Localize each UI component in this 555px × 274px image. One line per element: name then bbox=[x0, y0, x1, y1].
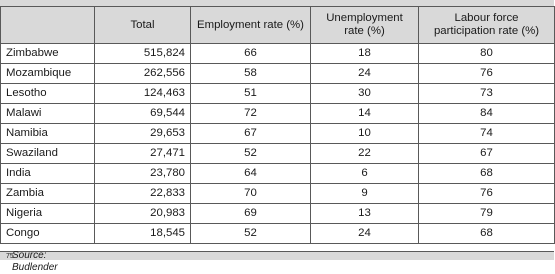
table-row bbox=[1, 144, 555, 164]
cell-total: 18,545 bbox=[95, 224, 191, 244]
cell-country: Lesotho bbox=[1, 84, 95, 104]
cell-unemployment-rate: 22 bbox=[311, 144, 419, 164]
cell-total: 20,983 bbox=[95, 204, 191, 224]
cell-employment-rate: 66 bbox=[191, 44, 311, 64]
cell-country: Malawi bbox=[1, 104, 95, 124]
cell-employment-rate: 72 bbox=[191, 104, 311, 124]
cell-unemployment-rate: 9 bbox=[311, 184, 419, 204]
cell-total: 69,544 bbox=[95, 104, 191, 124]
cell-employment-rate: 51 bbox=[191, 84, 311, 104]
cell-participation-rate: 73 bbox=[419, 84, 555, 104]
cell-country: Congo bbox=[1, 224, 95, 244]
cell-participation-rate: 84 bbox=[419, 104, 555, 124]
source-note bbox=[0, 250, 554, 273]
header-participation-rate: Labour force participation rate (%) bbox=[419, 7, 555, 44]
cell-participation-rate: 68 bbox=[419, 164, 555, 184]
cell-unemployment-rate: 18 bbox=[311, 44, 419, 64]
cell-employment-rate: 67 bbox=[191, 124, 311, 144]
cell-unemployment-rate: 30 bbox=[311, 84, 419, 104]
cell-employment-rate: 70 bbox=[191, 184, 311, 204]
table-row bbox=[1, 184, 555, 204]
cell-country: Namibia bbox=[1, 124, 95, 144]
cell-total: 29,653 bbox=[95, 124, 191, 144]
table-row bbox=[1, 44, 555, 64]
table-row bbox=[1, 164, 555, 184]
cell-participation-rate: 68 bbox=[419, 224, 555, 244]
cell-participation-rate: 74 bbox=[419, 124, 555, 144]
cell-country: Zambia bbox=[1, 184, 95, 204]
footnote-reference: 75 bbox=[6, 253, 14, 260]
cell-employment-rate: 69 bbox=[191, 204, 311, 224]
table-row bbox=[1, 204, 555, 224]
cell-unemployment-rate: 24 bbox=[311, 64, 419, 84]
cell-employment-rate: 52 bbox=[191, 224, 311, 244]
cell-total: 27,471 bbox=[95, 144, 191, 164]
cell-participation-rate: 76 bbox=[419, 64, 555, 84]
table-row bbox=[1, 64, 555, 84]
table-row bbox=[1, 104, 555, 124]
cell-total: 124,463 bbox=[95, 84, 191, 104]
cell-unemployment-rate: 10 bbox=[311, 124, 419, 144]
cell-total: 23,780 bbox=[95, 164, 191, 184]
cell-unemployment-rate: 6 bbox=[311, 164, 419, 184]
cell-total: 515,824 bbox=[95, 44, 191, 64]
header-unemployment-rate: Unemployment rate (%) bbox=[311, 7, 419, 44]
source-citation bbox=[6, 250, 58, 273]
table-body bbox=[1, 44, 555, 244]
table-row bbox=[1, 84, 555, 104]
migrant-labour-table bbox=[0, 6, 555, 244]
cell-country: Zimbabwe bbox=[1, 44, 95, 64]
table-row bbox=[1, 224, 555, 244]
cell-total: 262,556 bbox=[95, 64, 191, 84]
source-label: Source: Budlender bbox=[12, 250, 58, 273]
cell-country: Swaziland bbox=[1, 144, 95, 164]
cell-unemployment-rate: 13 bbox=[311, 204, 419, 224]
cell-employment-rate: 52 bbox=[191, 144, 311, 164]
header-total: Total bbox=[95, 7, 191, 44]
header-employment-rate: Employment rate (%) bbox=[191, 7, 311, 44]
cell-participation-rate: 67 bbox=[419, 144, 555, 164]
cell-country: Nigeria bbox=[1, 204, 95, 224]
cell-employment-rate: 58 bbox=[191, 64, 311, 84]
header-country bbox=[1, 7, 95, 44]
cell-unemployment-rate: 14 bbox=[311, 104, 419, 124]
cell-unemployment-rate: 24 bbox=[311, 224, 419, 244]
table-row bbox=[1, 124, 555, 144]
cell-country: India bbox=[1, 164, 95, 184]
cell-country: Mozambique bbox=[1, 64, 95, 84]
table-header-row bbox=[1, 7, 555, 44]
cell-participation-rate: 80 bbox=[419, 44, 555, 64]
cell-participation-rate: 79 bbox=[419, 204, 555, 224]
cell-employment-rate: 64 bbox=[191, 164, 311, 184]
cell-participation-rate: 76 bbox=[419, 184, 555, 204]
cell-total: 22,833 bbox=[95, 184, 191, 204]
